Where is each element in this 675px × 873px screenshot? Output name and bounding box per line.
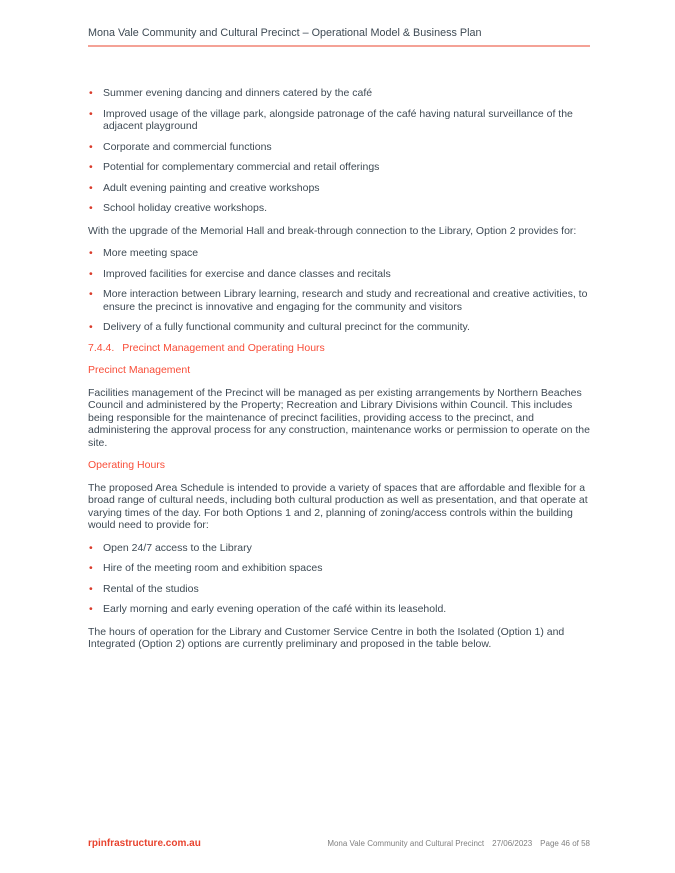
section-number: 7.4.4. [88, 341, 115, 354]
paragraph-memorial-hall: With the upgrade of the Memorial Hall and break-through connection to the Library, Option 2 provides for: [88, 224, 577, 237]
list-item: • More meeting space [88, 247, 590, 260]
subheading-precinct-management: Precinct Management [88, 364, 191, 376]
list-item: • Early morning and early evening operation of the café within its leasehold. [88, 603, 590, 616]
page-content [88, 87, 590, 651]
list-item: • Open 24/7 access to the Library [88, 542, 590, 555]
header-title: Mona Vale Community and Cultural Precinct – Operational Model & Business Plan [88, 27, 482, 39]
page-header [88, 27, 590, 47]
paragraph-hours-of-operation: The hours of operation for the Library and Customer Service Centre in both the Isolated (Option 1) and Integrated (Option 2) options are currently preliminary and proposed in the table below. [88, 625, 565, 650]
list-item: • Potential for complementary commercial and retail offerings [88, 161, 590, 174]
footer-date: 27/06/2023 [492, 839, 533, 848]
list-item: • Corporate and commercial functions [88, 141, 590, 154]
bullet-list-option2-benefits [88, 87, 590, 215]
list-item: • More interaction between Library learning, research and study and recreational and creative activities, to ensure the precinct is innovative and engaging for the community and visitors [88, 288, 590, 313]
list-item: • Adult evening painting and creative workshops [88, 182, 590, 195]
list-item: • School holiday creative workshops. [88, 202, 590, 215]
paragraph-area-schedule: The proposed Area Schedule is intended to provide a variety of spaces that are affordable and flexible for a broad range of cultural needs, including both cultural production as well as presentation, and that operate at varying times of the day. For both Options 1 and 2, planning of zoning/access controls within the building would need to provide for: [88, 481, 588, 531]
list-item: • Summer evening dancing and dinners catered by the café [88, 87, 590, 100]
footer-doc-title: Mona Vale Community and Cultural Precinct [327, 839, 485, 848]
page-footer [88, 838, 590, 849]
bullet-list-upgrade-provisions [88, 247, 590, 334]
list-item: • Improved facilities for exercise and dance classes and recitals [88, 268, 590, 281]
list-item: • Hire of the meeting room and exhibition spaces [88, 562, 590, 575]
list-item: • Improved usage of the village park, alongside patronage of the café having natural surveillance of the adjacent playground [88, 108, 590, 133]
list-item: • Delivery of a fully functional community and cultural precinct for the community. [88, 321, 590, 334]
section-heading-744 [88, 342, 590, 355]
bullet-list-access-controls [88, 542, 590, 616]
footer-page-number: Page 46 of 58 [540, 839, 590, 848]
paragraph-facilities-management: Facilities management of the Precinct will be managed as per existing arrangements by Northern Beaches Council and administered by the Property; Recreation and Library Divisions within Council. This includes being responsible for the maintenance of precinct facilities, providing access to the precinct, and administering the approval process for any construction, maintenance works or permission to operate on the site. [88, 386, 590, 449]
section-title: Precinct Management and Operating Hours [122, 341, 325, 354]
footer-website-link[interactable]: rpinfrastructure.com.au [88, 838, 201, 849]
subheading-operating-hours: Operating Hours [88, 459, 166, 471]
list-item: • Rental of the studios [88, 583, 590, 596]
footer-meta [327, 839, 590, 848]
